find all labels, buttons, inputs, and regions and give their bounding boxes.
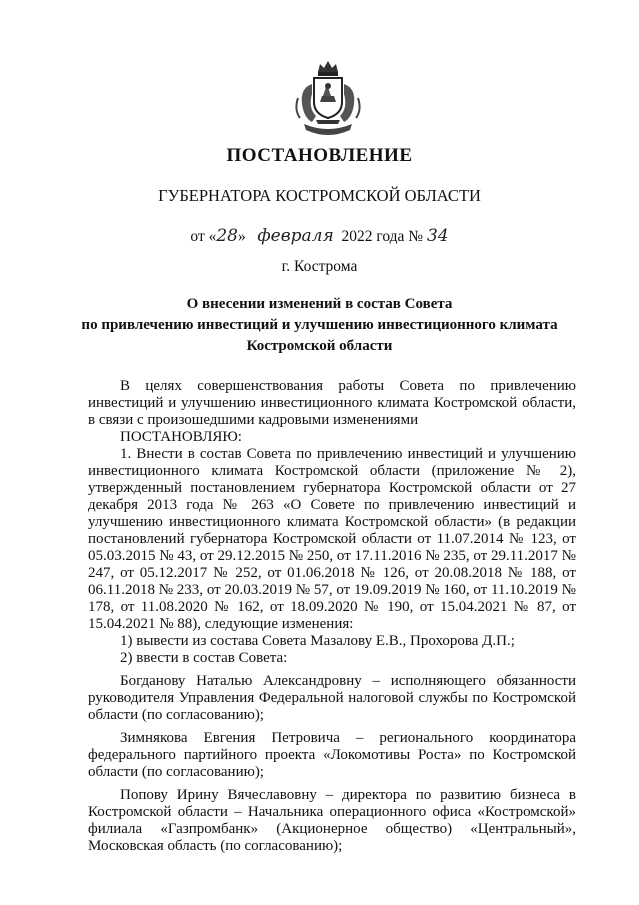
- date-prefix: от «: [190, 228, 217, 245]
- person-1-paragraph: Богданову Наталью Александровну – исполняющего обязанности руководителя Управления Федеральной налоговой службы по Костромской области (по согласованию);: [88, 673, 576, 723]
- subject-line-3: Костромской области: [246, 338, 393, 354]
- person-3-paragraph: Попову Ирину Вячеславовну – директора по развитию бизнеса в Костромской области – Начальника операционного офиса «Костромской» филиала «Газпромбанк» (Акционерное общество) «Центральный», Московская область (по согласованию);: [88, 787, 576, 854]
- item-1-paragraph: 1. Внести в состав Совета по привлечению инвестиций и улучшению инвестиционного климата Костромской области (приложение № 2), утвержденный постановлением губернатора Костромской области от 27 декабря 2013 года № 263 «О Совете по привлечению инвестиций и улучшению инвестиционного климата Костромской области» (в редакции постановлений губернатора Костромской области от 11.07.2014 № 123, от 05.03.2015 № 43, от 29.12.2015 № 250, от 17.11.2016 № 235, от 29.11.2017 № 247, от 05.12.2017 № 252, от 01.06.2018 № 126, от 20.08.2018 № 188, от 06.11.2018 № 233, от 20.03.2019 № 57, от 19.09.2019 № 160, от 11.10.2019 № 178, от 11.08.2020 № 162, от 18.09.2020 № 190, от 15.04.2021 № 87, от 15.04.2021 № 88), следующие изменения:: [88, 446, 576, 632]
- decree-word: ПОСТАНОВЛЯЮ:: [120, 429, 242, 445]
- subject-line-1: О внесении изменений в состав Совета: [186, 296, 453, 312]
- date-month: февраля: [257, 226, 334, 246]
- issuing-authority: ГУБЕРНАТОРА КОСТРОМСКОЙ ОБЛАСТИ: [158, 186, 481, 205]
- document-title: ПОСТАНОВЛЕНИЕ: [226, 145, 413, 166]
- date-day: 28: [216, 226, 238, 246]
- subject-line-2: по привлечению инвестиций и улучшению инвестиционного климата: [81, 317, 558, 333]
- document-number: 34: [426, 226, 449, 246]
- preamble-paragraph: В целях совершенствования работы Совета по привлечению инвестиций и улучшению инвестиционного климата Костромской области, в связи с произошедшими кадровыми изменениями: [88, 378, 576, 428]
- date-mid: »: [238, 228, 246, 245]
- city: г. Кострома: [281, 258, 358, 275]
- date-line: [0, 226, 639, 246]
- date-year: 2022 года №: [341, 228, 424, 245]
- subitem-1: 1) вывести из состава Совета Мазалову Е.В., Прохорова Д.П.;: [120, 633, 515, 649]
- document-subject: [0, 294, 639, 357]
- document-body: [88, 378, 576, 855]
- coat-of-arms-icon: [290, 58, 366, 144]
- person-2-paragraph: Зимнякова Евгения Петровича – регионального координатора федерального партийного проекта «Локомотивы Роста» по Костромской области (по согласованию);: [88, 730, 576, 780]
- subitem-2: 2) ввести в состав Совета:: [120, 650, 288, 666]
